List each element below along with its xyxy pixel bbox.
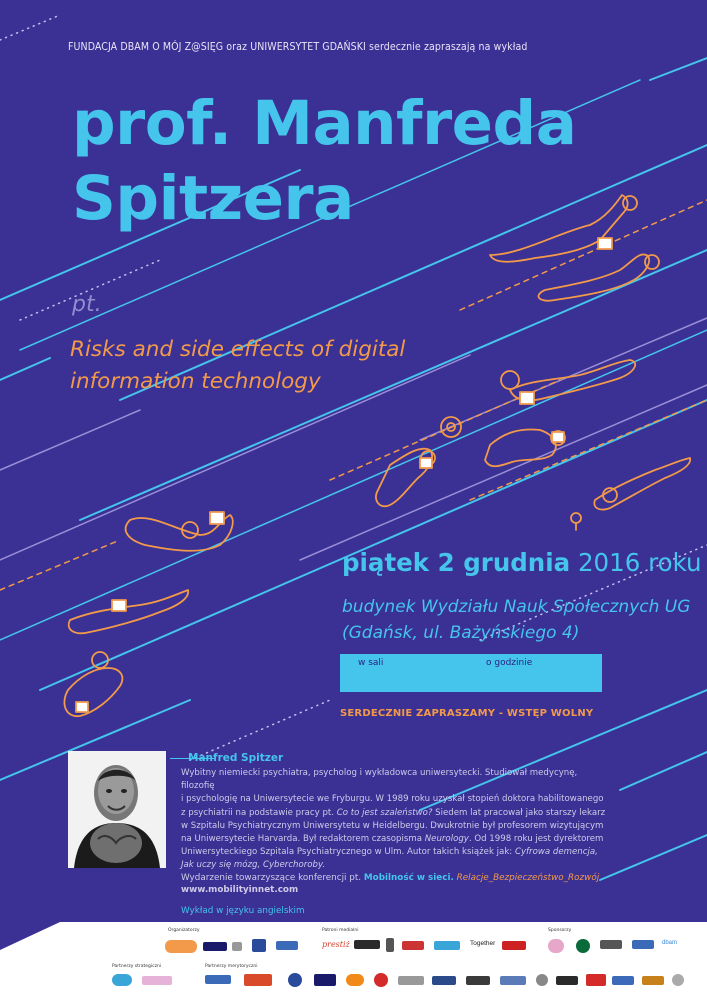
event-text: Wydarzenie towarzyszące konferencji pt. (181, 873, 364, 883)
logo (354, 940, 380, 949)
logo-dbam: dbam (662, 940, 678, 946)
logo-together: Together (470, 940, 496, 947)
lecturer-title (72, 86, 576, 236)
figure-diving-left (64, 652, 122, 716)
bio-text-part: z psychiatrii na podstawie pracy pt. (181, 807, 337, 818)
figure-dancer (485, 430, 565, 467)
conference-name: Mobilność w sieci. (363, 873, 454, 883)
event-website[interactable]: www.mobilityinnet.com (181, 885, 299, 895)
logo (288, 973, 302, 987)
logo (632, 940, 654, 949)
subtitle-line-1: Risks and side effects of digital (70, 337, 406, 362)
time-label: o godzinie (486, 658, 533, 668)
sponsors-footer (0, 922, 707, 1000)
logo (165, 940, 197, 953)
venue-line-2: (Gdańsk, ul. Bażyńskiego 4) (342, 623, 580, 643)
logo (576, 939, 590, 953)
welcome-text: SERDECZNIE ZAPRASZAMY - WSTĘP WOLNY (340, 708, 594, 719)
event-info (181, 873, 599, 883)
bio-book-title: Cyfrowa demencja, (514, 847, 598, 858)
logo (432, 976, 456, 985)
bio-book-titles: Jak uczy się mózg, Cyberchoroby. (181, 860, 326, 871)
bio-line (181, 846, 611, 859)
logo (112, 974, 132, 986)
logo (672, 974, 684, 986)
bio-line: w Szpitalu Psychiatrycznym Uniwersytetu w Heidelbergu. Dwukrotnie był profesorem wizytującym (181, 820, 604, 831)
logo (314, 974, 336, 986)
title-line-1: prof. Manfreda (72, 88, 577, 159)
logo (252, 939, 266, 952)
figure-flying-left (69, 590, 189, 633)
date-year: 2016 roku (570, 548, 702, 577)
bio-text-part: na Uniwersytecie Harvarda. Był redaktorem czasopisma (181, 834, 425, 845)
bio-text-part: Siedem lat pracował jako starszy lekarz (432, 807, 606, 818)
date-day: piątek 2 grudnia (342, 548, 571, 577)
logo (536, 974, 548, 986)
sponsors-label: Sponsorzy (548, 928, 572, 933)
logo (142, 976, 172, 985)
lecturer-photo (68, 751, 166, 868)
logo (642, 976, 664, 985)
logo (556, 976, 578, 985)
figure-sitting-right (571, 458, 690, 530)
logo (374, 973, 388, 987)
language-note: Wykład w języku angielskim (181, 906, 305, 916)
bio-line: Wybitny niemiecki psychiatra, psycholog i wykładowca uniwersytecki. Studiował medycynę, filozofię (181, 768, 578, 792)
logo (548, 939, 564, 953)
logo-prestiz: prestiż (322, 940, 350, 949)
bio-name: Manfred Spitzer (188, 752, 284, 764)
logo (386, 938, 394, 952)
logo (346, 974, 364, 986)
logo (586, 974, 606, 986)
bio-book-title: Co to jest szaleństwo? (336, 807, 433, 818)
logo (205, 975, 231, 984)
logo (276, 941, 298, 950)
subtitle-line-2: information technology (70, 369, 321, 394)
logo (600, 940, 622, 949)
venue-line-1: budynek Wydziału Nauk Społecznych UG (342, 597, 691, 617)
logo (434, 941, 460, 950)
bio-line: i psychologię na Uniwersytecie we Fryburgu. W 1989 roku uzyskał stopień doktora habilitowanego (181, 794, 604, 805)
logo (612, 976, 634, 985)
logo (402, 941, 424, 950)
bio-line (181, 807, 611, 820)
bio-text (181, 767, 611, 873)
logo (398, 976, 424, 985)
figure-running (376, 449, 435, 507)
event-venue (342, 594, 690, 646)
logo (502, 941, 526, 950)
conference-tags: Relacje_Bezpieczeństwo_Rozwój (453, 873, 600, 883)
bio-text-part: Uniwersyteckiego Szpitala Psychiatrycznego w Ulm. Autor takich książek jak: (181, 847, 515, 858)
title-line-2: Spitzera (72, 163, 354, 234)
bio-line (181, 859, 611, 872)
logo (244, 974, 272, 986)
bio-text-part: . Od 1998 roku jest dyrektorem (468, 834, 604, 845)
intro-text: FUNDACJA DBAM O MÓJ Z@SIĘG oraz UNIWERSYTET GDAŃSKI serdecznie zapraszają na wykład (68, 41, 528, 53)
lecture-subtitle (70, 334, 405, 398)
pt-label: pt. (72, 292, 102, 317)
logo (466, 976, 490, 985)
bio-line (181, 833, 611, 846)
room-label: w sali (358, 658, 384, 668)
logo (500, 976, 526, 985)
patrons-label: Patroni medialni (322, 928, 359, 933)
figure-swimmer (501, 360, 635, 404)
event-date (342, 548, 702, 577)
logo (203, 942, 227, 951)
logo (232, 942, 242, 951)
strategic-partners-label: Partnerzy strategiczni (112, 964, 162, 969)
bio-journal: Neurology (424, 834, 469, 845)
content-partners-label: Partnerzy merytoryczni (205, 964, 258, 969)
organizers-label: Organizatorzy (168, 928, 200, 933)
room-time-box (340, 654, 602, 692)
